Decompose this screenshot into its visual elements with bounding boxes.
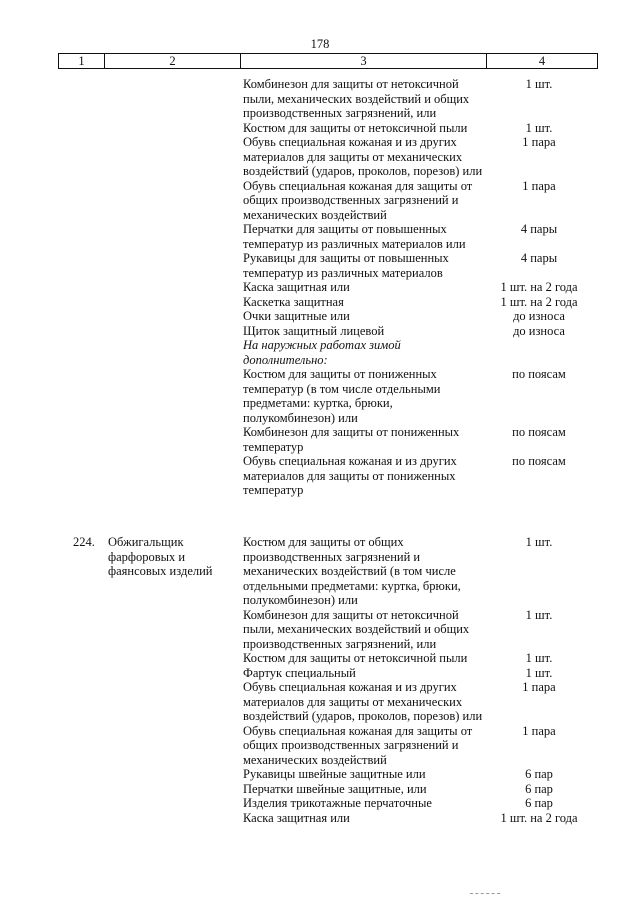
item-norm: 1 шт. на 2 года: [500, 294, 578, 309]
item-norm: 4 пары: [520, 222, 558, 236]
item-norm: 1 шт. на 2 года: [500, 810, 578, 825]
scan-edge-mark: [470, 893, 500, 894]
item-name: Рукавицы для защиты от повышенных температур из различных материалов: [243, 251, 449, 280]
item-norm: 6 пар: [525, 781, 553, 796]
table-row: [243, 680, 593, 724]
table-row: [243, 135, 593, 179]
row-number: 224.: [73, 535, 95, 549]
item-name: Обувь специальная кожаная и из других материалов для защиты от механических воздействий (ударов, проколов, порезов) или: [243, 680, 483, 723]
item-norm: 4 пары: [520, 251, 558, 265]
item-name: Перчатки для защиты от повышенных температур из различных материалов или: [243, 222, 466, 251]
table-row: [243, 179, 593, 223]
page-number: 178: [310, 37, 330, 51]
table-row: [243, 454, 593, 498]
item-norm: по поясам: [512, 454, 566, 468]
table-row: [243, 121, 593, 136]
item-norm: 1 пара: [522, 723, 556, 738]
column-header-3: 3: [241, 54, 487, 68]
table-row: [243, 324, 593, 339]
item-norm: по поясам: [512, 367, 566, 381]
table-row: [243, 222, 593, 251]
column-header-1: 1: [59, 54, 105, 68]
winter-note-row: [243, 338, 593, 367]
item-name: Обувь специальная кожаная и из других материалов для защиты от пониженных температур: [243, 454, 457, 497]
table-row: [243, 651, 593, 666]
item-name: Каска защитная или: [243, 810, 350, 825]
item-name: Обувь специальная кожаная для защиты от общих производственных загрязнений и механических воздействий: [243, 723, 473, 767]
item-norm: 1 шт.: [525, 607, 553, 622]
table-row: [243, 724, 593, 768]
item-norm: по поясам: [512, 425, 566, 439]
table-row: [243, 251, 593, 280]
item-name: Комбинезон для защиты от нетоксичной пыли, механических воздействий и общих производственных загрязнений, или: [243, 77, 470, 120]
ppe-item-list: [243, 535, 593, 825]
item-norm: 1 шт.: [525, 535, 553, 549]
item-norm: 1 шт.: [525, 120, 553, 135]
item-norm: 1 пара: [522, 680, 556, 694]
item-name: Фартук специальный: [243, 665, 356, 680]
table-row: [243, 796, 593, 811]
item-name: Костюм для защиты от нетоксичной пыли: [243, 120, 468, 135]
item-name: Каска защитная или: [243, 280, 350, 294]
item-norm: 1 пара: [522, 135, 556, 149]
item-norm: 6 пар: [525, 767, 553, 781]
item-name: Очки защитные или: [243, 309, 350, 323]
item-norm: до износа: [513, 309, 565, 323]
column-header-2: 2: [105, 54, 241, 68]
table-row: [243, 280, 593, 295]
table-row: [243, 666, 593, 681]
item-norm: 1 шт. на 2 года: [500, 280, 578, 294]
item-name: Изделия трикотажные перчаточные: [243, 796, 432, 810]
item-name: Обувь специальная кожаная для защиты от общих производственных загрязнений и механических воздействий: [243, 178, 473, 222]
item-name: Обувь специальная кожаная и из других материалов для защиты от механических воздействий (ударов, проколов, порезов) или: [243, 135, 483, 178]
table-row: [243, 425, 593, 454]
item-name: Щиток защитный лицевой: [243, 323, 385, 338]
table-row: [243, 767, 593, 782]
profession-name: Обжигальщик фарфоровых и фаянсовых изделий: [108, 535, 213, 578]
item-name: Костюм для защиты от нетоксичной пыли: [243, 651, 468, 665]
item-norm: [485, 338, 593, 367]
item-norm: 1 шт.: [525, 665, 553, 680]
item-norm: 1 шт.: [525, 77, 553, 91]
item-norm: 1 пара: [522, 178, 556, 193]
item-norm: 1 шт.: [525, 651, 553, 665]
item-name: Комбинезон для защиты от пониженных температур: [243, 425, 460, 454]
item-norm: 6 пар: [525, 796, 553, 810]
item-norm: до износа: [513, 323, 565, 338]
winter-note: На наружных работах зимой дополнительно:: [243, 338, 401, 367]
column-header-4: 4: [538, 54, 546, 68]
column-header-row: [58, 53, 598, 69]
table-row: [243, 782, 593, 797]
item-name: Костюм для защиты от пониженных температур (в том числе отдельными предметами: куртка, брюки, полукомбинезон) или: [243, 367, 441, 425]
item-name: Перчатки швейные защитные, или: [243, 781, 427, 796]
table-row: [243, 367, 593, 425]
table-row: [243, 535, 593, 608]
table-row: [243, 295, 593, 310]
item-name: Комбинезон для защиты от нетоксичной пыли, механических воздействий и общих производственных загрязнений, или: [243, 607, 470, 651]
table-row: [243, 309, 593, 324]
table-row: [243, 77, 593, 121]
table-row: [243, 811, 593, 826]
item-name: Костюм для защиты от общих производственных загрязнений и механических воздействий (в том числе отдельными предметами: куртка, брюки, полукомбинезон) или: [243, 535, 461, 607]
item-name: Каскетка защитная: [243, 294, 344, 309]
ppe-item-list: [243, 77, 593, 498]
table-row: [243, 608, 593, 652]
item-name: Рукавицы швейные защитные или: [243, 767, 426, 781]
